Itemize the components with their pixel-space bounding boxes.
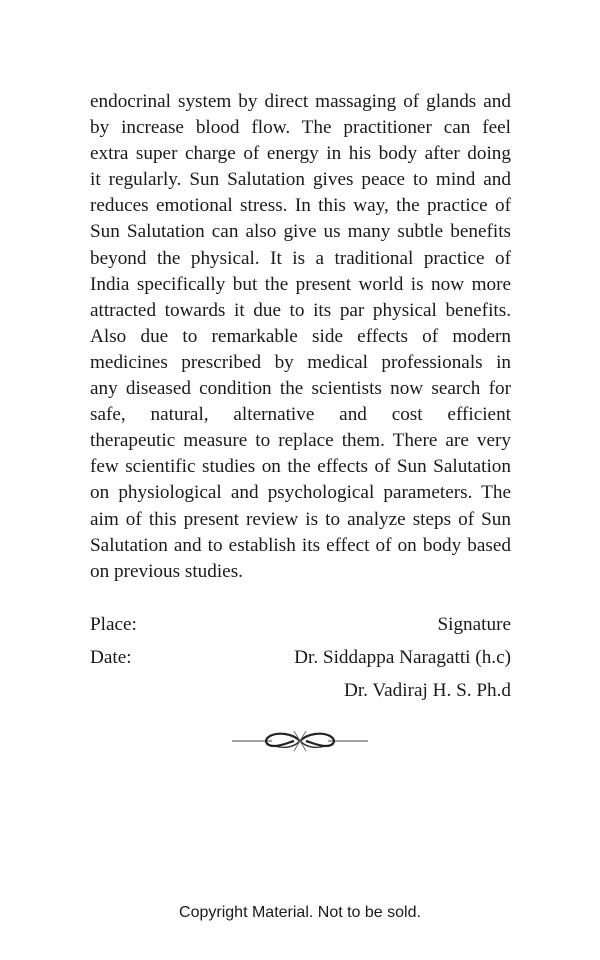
author-name-2: Dr. Vadiraj H. S. Ph.d [343, 680, 511, 701]
signature-block [90, 612, 511, 711]
text-line: aim of this present review is to analyze steps of Sun [90, 508, 511, 530]
signature-label: Signature [437, 614, 511, 635]
text-line: therapeutic measure to replace them. There are very [90, 430, 511, 452]
flourish-divider-icon [232, 728, 368, 754]
signature-row-date [90, 645, 511, 678]
text-line: few scientific studies on the effects of Sun Salutation [90, 456, 511, 478]
text-line: Sun Salutation can also give us many subtle benefits [90, 221, 511, 243]
text-line: any diseased condition the scientists now search for [90, 378, 511, 400]
text-line: medicines prescribed by medical professionals in [90, 351, 511, 373]
signature-row-author-2 [90, 678, 511, 711]
text-line: safe, natural, alternative and cost efficient [90, 404, 511, 426]
text-line: on physiological and psychological parameters. The [90, 482, 511, 504]
author-name-1: Dr. Siddappa Naragatti (h.c) [294, 647, 511, 668]
text-line: reduces emotional stress. In this way, the practice of [90, 195, 511, 217]
signature-row-place [90, 612, 511, 645]
text-line: extra super charge of energy in his body after doing [90, 143, 511, 165]
text-line: Salutation and to establish its effect of on body based [90, 534, 511, 556]
date-label: Date: [90, 647, 132, 668]
text-line: attracted towards it due to its par physical benefits. [90, 299, 511, 321]
text-line: on previous studies. [90, 560, 243, 582]
text-line: India specifically but the present world is now more [90, 273, 511, 295]
copyright-notice: Copyright Material. Not to be sold. [179, 904, 421, 921]
body-paragraph [90, 89, 511, 585]
text-line: Also due to remarkable side effects of modern [90, 325, 511, 347]
text-line: it regularly. Sun Salutation gives peace to mind and [90, 169, 511, 191]
text-line: beyond the physical. It is a traditional practice of [90, 247, 511, 269]
text-line: endocrinal system by direct massaging of glands and [90, 91, 511, 112]
place-label: Place: [90, 614, 137, 635]
text-line: by increase blood flow. The practitioner can feel [90, 117, 511, 139]
